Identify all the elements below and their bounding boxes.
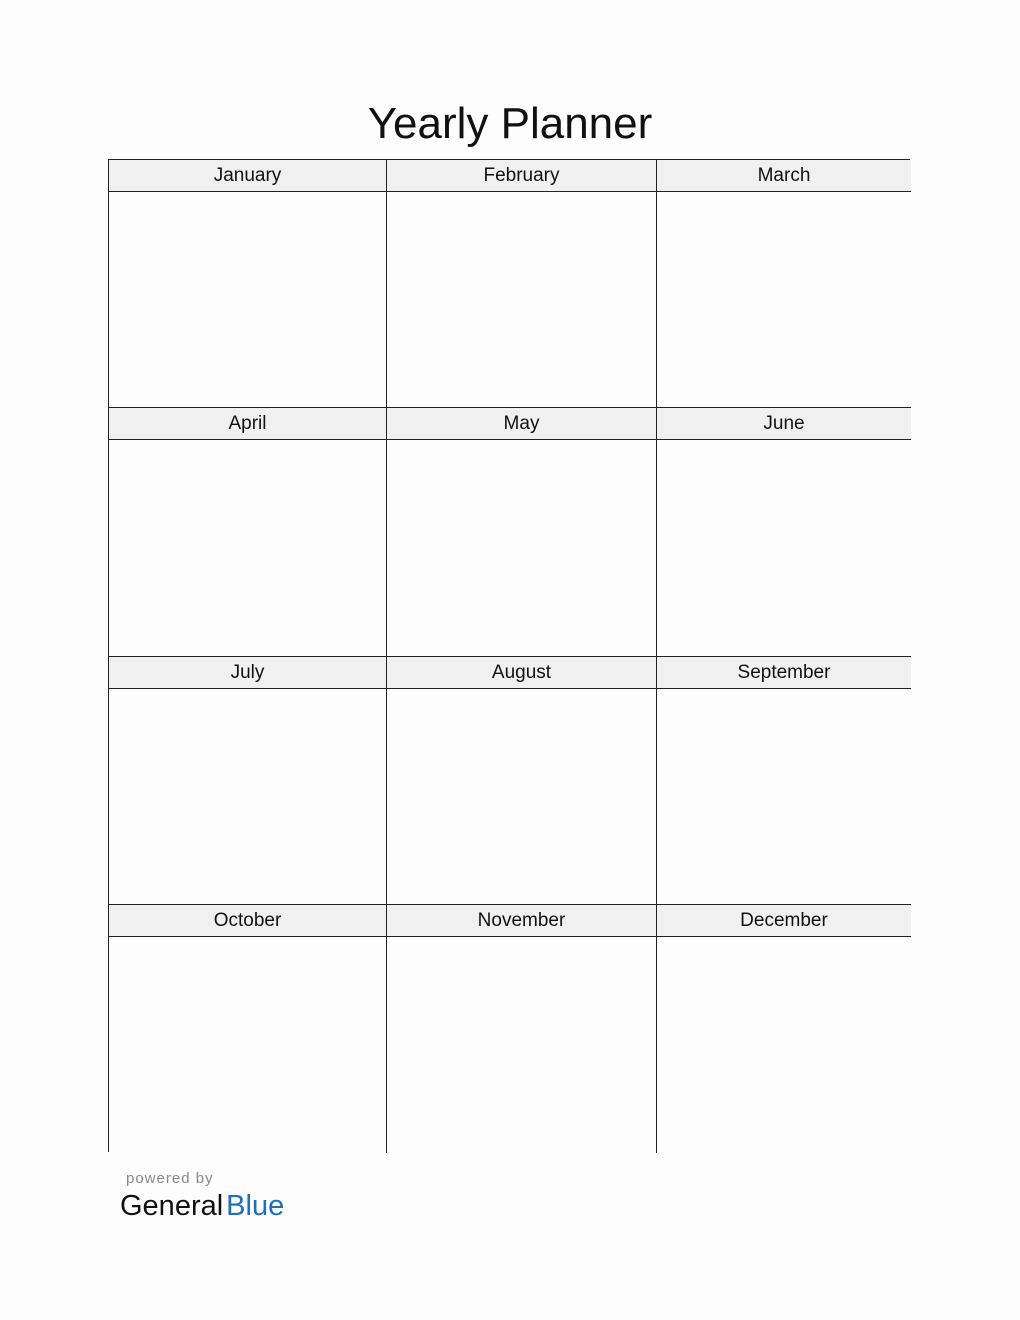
month-cell-october [109,905,387,1153]
month-header: August [387,657,656,689]
month-header: February [387,160,656,192]
powered-by-text: powered by [126,1170,214,1187]
month-header: October [109,905,386,937]
month-cell-september [657,657,911,905]
month-header: November [387,905,656,937]
month-header: June [657,408,911,440]
month-header: September [657,657,911,689]
month-cell-december [657,905,911,1153]
month-notes-area[interactable] [109,689,386,904]
month-cell-march [657,160,911,408]
month-notes-area[interactable] [109,192,386,407]
month-grid [108,159,910,1152]
month-cell-april [109,408,387,657]
month-notes-area[interactable] [109,440,386,656]
brand-logo-blue: Blue [226,1190,285,1222]
month-notes-area[interactable] [657,440,911,656]
brand-logo [120,1189,284,1223]
month-header: April [109,408,386,440]
month-header: December [657,905,911,937]
month-notes-area[interactable] [657,192,911,407]
month-header: May [387,408,656,440]
month-notes-area[interactable] [387,192,656,407]
brand-logo-general: General [120,1190,224,1222]
month-cell-february [387,160,657,408]
month-notes-area[interactable] [657,937,911,1153]
month-notes-area[interactable] [387,440,656,656]
month-cell-august [387,657,657,905]
page-title: Yearly Planner [367,99,653,148]
month-cell-june [657,408,911,657]
month-cell-january [109,160,387,408]
month-header: January [109,160,386,192]
month-cell-july [109,657,387,905]
month-cell-may [387,408,657,657]
month-notes-area[interactable] [387,937,656,1153]
month-notes-area[interactable] [109,937,386,1153]
brand-footer [120,1170,284,1223]
month-header: July [109,657,386,689]
month-header: March [657,160,911,192]
month-notes-area[interactable] [657,689,911,904]
month-notes-area[interactable] [387,689,656,904]
month-cell-november [387,905,657,1153]
